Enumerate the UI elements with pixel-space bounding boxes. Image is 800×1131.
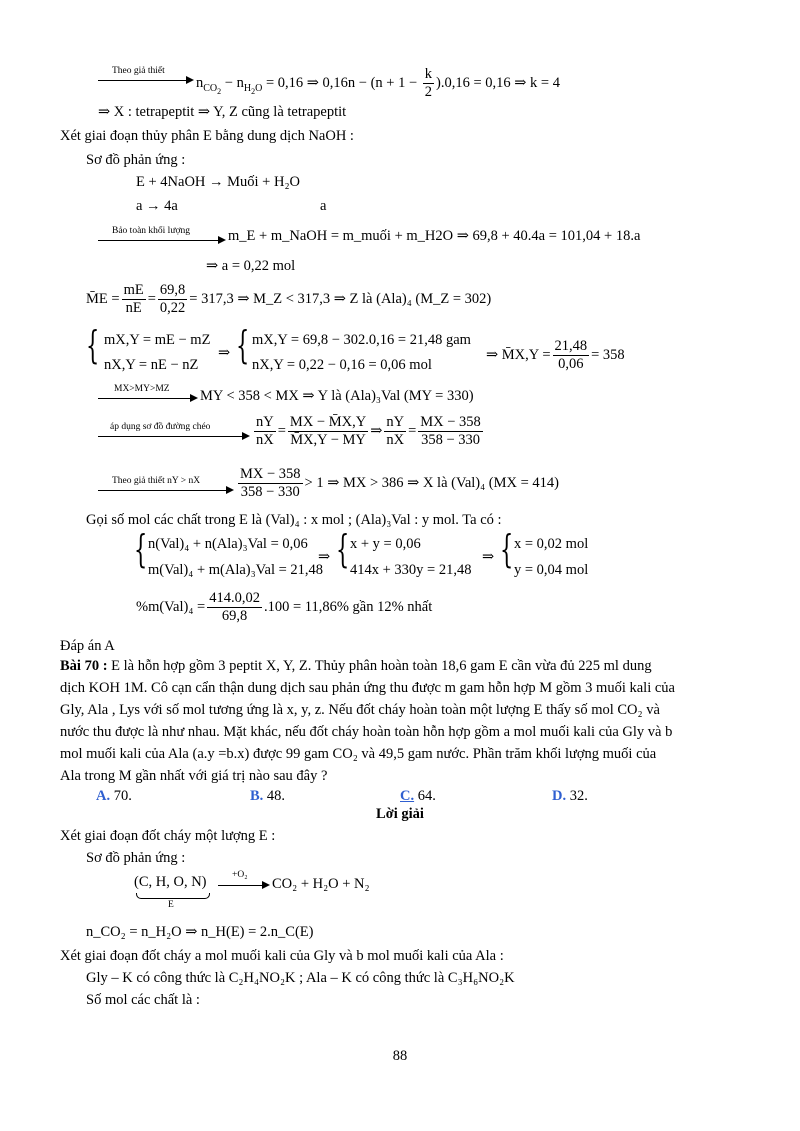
solution-x: x = 0,02 mol	[514, 536, 589, 552]
arrow-order: MX>MY>MZ	[98, 384, 198, 404]
solution-heading: Lời giải	[376, 806, 424, 822]
brace-left-5: {	[500, 527, 514, 571]
system2-row1: n(Val)₄ + n(Ala)₃Val = 0,06	[148, 536, 308, 552]
a-result: ⇒ a = 0,22 mol	[206, 258, 296, 274]
option-c[interactable]: C. 64.	[400, 788, 436, 804]
scheme-label-1: Sơ đồ phản ứng :	[86, 152, 186, 168]
system1-row4: nX,Y = 0,22 − 0,16 = 0,06 mol	[252, 357, 432, 373]
brace-left-1: {	[86, 323, 100, 367]
y-identification: MY < 358 < MX ⇒ Y là (Ala)₃Val (MY = 330)	[200, 388, 474, 404]
problem-line-3: Gly, Ala , Lys với số mol tương ứng là x, y, z. Nếu đốt cháy hoàn toàn một lượng E thấy số mol CO₂ và	[60, 702, 660, 718]
section-combustion-salts: Xét giai đoạn đốt cháy a mol muối kali của Gly và b mol muối kali của Ala :	[60, 948, 504, 964]
option-a[interactable]: A. 70.	[96, 788, 132, 804]
problem-line-1: Bài 70 : E là hỗn hợp gồm 3 peptit X, Y, Z. Thủy phân hoàn toàn 18,6 gam E cần vừa đủ 225 ml dung	[60, 658, 652, 674]
combustion-group: (C, H, O, N)	[134, 874, 207, 890]
percent-mass-eq: %m(Val)₄ = $\frac{414.0,02}{69,8}$ .100 = 11,86% gần 12% nhất	[136, 590, 433, 625]
option-b[interactable]: B. 48.	[250, 788, 286, 804]
moles-intro: Số mol các chất là :	[86, 992, 200, 1008]
section-combustion-e: Xét giai đoạn đốt cháy một lượng E :	[60, 828, 276, 844]
mole-definition: Gọi số mol các chất trong E là (Val)₄ : x mol ; (Ala)₃Val : y mol. Ta có :	[86, 512, 502, 528]
arrow-cross-diagram: áp dụng sơ đồ đường chéo	[98, 422, 250, 442]
equation-line-1: $n_{CO_2} - n_{H_2O} = 0,16$ ⇒ 0,16n − (n + 1 − $\frac{k}{2}$ ).0,16 = 0,16 ⇒ k = 4	[196, 66, 560, 101]
option-d[interactable]: D. 32.	[552, 788, 588, 804]
arrow-oxygen: +O₂	[218, 870, 270, 890]
system1-row2: nX,Y = nE − nZ	[104, 357, 199, 373]
solution-y: y = 0,04 mol	[514, 562, 589, 578]
page-number: 88	[392, 1048, 408, 1064]
formula-line: Gly – K có công thức là C₂H₄NO₂K ; Ala – K có công thức là C₃H₆NO₂K	[86, 970, 515, 986]
arrow-label: Theo giả thiết	[112, 66, 165, 76]
reaction-moles-a: a → 4a	[136, 198, 178, 214]
x-identification: $\frac{MX - 358}{358 - 330}$ > 1 ⇒ MX > 386 ⇒ X là (Val)₄ (MX = 414)	[240, 466, 559, 501]
underbrace-label: E	[168, 900, 174, 910]
implies-2: ⇒	[318, 549, 331, 565]
brace-left-4: {	[336, 527, 350, 571]
problem-title: Bài 70 :	[60, 658, 108, 674]
problem-line-6: Ala trong M gần nhất với giá trị nào sau đây ?	[60, 768, 328, 784]
tetrapeptide-line: ⇒ X : tetrapeptit ⇒ Y, Z cũng là tetrapeptit	[98, 104, 347, 120]
reaction-equation: E + 4NaOH → Muối + H₂O	[136, 174, 300, 190]
section-hydrolysis: Xét giai đoạn thủy phân E bằng dung dịch NaOH :	[60, 128, 354, 144]
reaction-moles-water: a	[320, 198, 327, 214]
underbrace	[136, 893, 210, 899]
problem-line-5: mol muối kali của Ala (a.y =b.x) được 99 gam CO₂ và 49,5 gam nước. Phần trăm khối lượng muối của	[60, 746, 657, 762]
problem-line-4: nước thu được là như nhau. Mặt khác, nếu đốt cháy hoàn toàn hỗn hợp gồm a mol muối kali của Gly và b	[60, 724, 673, 740]
arrow-given	[98, 66, 194, 86]
mass-conservation-eq: m_E + m_NaOH = m_muối + m_H2O ⇒ 69,8 + 40.4a = 101,04 + 18.a	[228, 228, 641, 244]
mean-molar-mass-eq: M̄E = $\frac{mE}{nE}$ = $\frac{69,8}{0,22}$ = 317,3 ⇒ M_Z < 317,3 ⇒ Z là (Ala)₄ (M_Z = 302)	[86, 282, 492, 317]
mean-xy: ⇒ M̄X,Y = $\frac{21,48}{0,06}$ = 358	[486, 338, 625, 373]
scheme-label-2: Sơ đồ phản ứng :	[86, 850, 186, 866]
mole-equality: n_CO₂ = n_H₂O ⇒ n_H(E) = 2.n_C(E)	[86, 924, 314, 940]
system2-row4: 414x + 330y = 21,48	[350, 562, 472, 578]
system2-row3: x + y = 0,06	[350, 536, 421, 552]
arrow-ny-gt-nx: Theo giả thiết nY > nX	[98, 476, 234, 496]
answer-line: Đáp án A	[60, 638, 115, 654]
system1-row1: mX,Y = mE − mZ	[104, 332, 211, 348]
implies-3: ⇒	[482, 549, 495, 565]
problem-line-2: dịch KOH 1M. Cô cạn cẩn thận dung dịch sau phản ứng thu được m gam hỗn hợp M gồm 3 muối kali của	[60, 680, 675, 696]
brace-left-3: {	[134, 527, 148, 571]
system1-row3: mX,Y = 69,8 − 302.0,16 = 21,48 gam	[252, 332, 471, 348]
system2-row2: m(Val)₄ + m(Ala)₃Val = 21,48	[148, 562, 324, 578]
implies-1: ⇒	[218, 345, 231, 361]
cross-diagram-eq: $\frac{nY}{nX}$ = $\frac{MX - M̄X,Y}{M̄X,Y - MY}$ ⇒ $\frac{nY}{nX}$ = $\frac{MX - 358}{358 - 330}$	[256, 414, 481, 449]
brace-left-2: {	[236, 323, 250, 367]
arrow-mass-conservation: Bảo toàn khối lượng	[98, 226, 226, 246]
combustion-products: CO₂ + H₂O + N₂	[272, 876, 370, 892]
